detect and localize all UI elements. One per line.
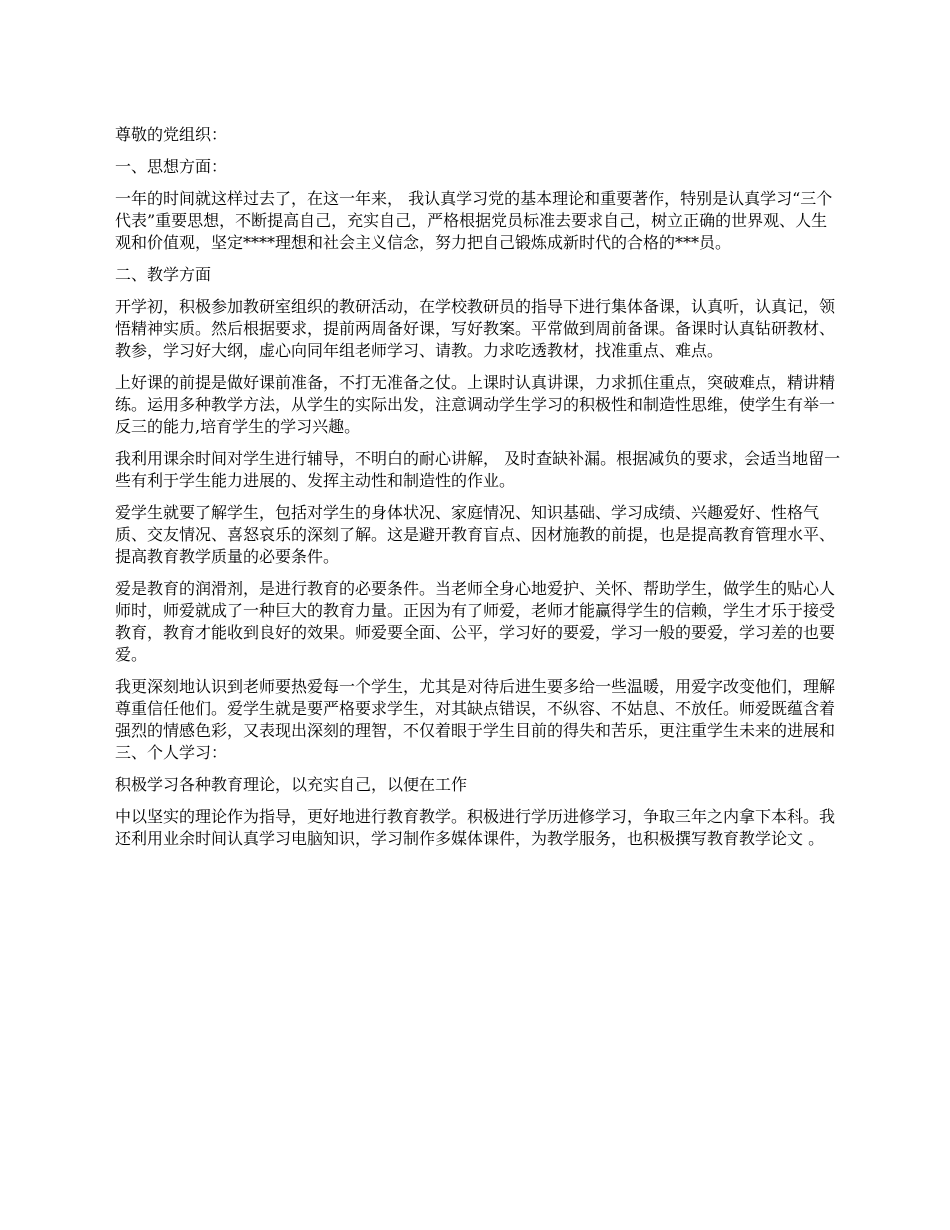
paragraph-teaching-understanding: 爱学生就要了解学生，包括对学生的身体状况、家庭情况、知识基础、学习成绩、兴趣爱好、性格气质、交友情况、喜怒哀乐的深刻了解。这是避开教育盲点、因材施教的前提，也是提高教育管理水平、提高教育教学质量的必要条件。 xyxy=(115,503,836,566)
paragraph-study-intro: 积极学习各种教育理论，以充实自己，以便在工作 xyxy=(115,775,468,794)
paragraph-teaching-love: 爱是教育的润滑剂，是进行教育的必要条件。当老师全身心地爱护、关怀、帮助学生，做学生的贴心人师时，师爱就成了一种巨大的教育力量。正因为有了师爱，老师才能赢得学生的信赖，学生才乐于接受教育，教育才能收到良好的效果。师爱要全面、公平，学习好的要爱，学习一般的要爱，学习差的也要爱。 xyxy=(115,579,836,664)
paragraph-thought: 一年的时间就这样过去了，在这一年来， 我认真学习党的基本理论和重要著作，特别是认真学习“三个代表”重要思想，不断提高自己，充实自己，严格根据党员标准去要求自己，树立正确的世界观、人生观和价值观，坚定****理想和社会主义信念，努力把自己锻炼成新时代的合格的***员。 xyxy=(115,189,833,252)
paragraph-teaching-prep: 开学初，积极参加教研室组织的教研活动，在学校教研员的指导下进行集体备课，认真听，认真记，领悟精神实质。然后根据要求，提前两周备好课，写好教案。平常做到周前备课。备课时认真钻研教材、教参，学习好大纲，虚心向同年组老师学习、请教。力求吃透教材，找准重点、难点。 xyxy=(115,297,836,360)
paragraph-study-detail: 中以坚实的理论作为指导，更好地进行教育教学。积极进行学历进修学习，争取三年之内拿下本科。我还利用业余时间认真学习电脑知识，学习制作多媒体课件，为教学服务，也积极撰写教育教学论文 。 xyxy=(115,807,836,848)
section-heading-thought: 一、思想方面： xyxy=(115,157,228,176)
section-heading-teaching: 二、教学方面 xyxy=(115,265,212,284)
paragraph-teaching-every-student: 我更深刻地认识到老师要热爱每一个学生，尤其是对待后进生要多给一些温暖，用爱字改变他们，理解尊重信任他们。爱学生就是要严格要求学生，对其缺点错误，不纵容、不姑息、不放任。师爱既蕴含着强烈的情感色彩，又表现出深刻的理智，不仅着眼于学生目前的得失和苦乐，更注重学生未来的进展和三、个人学习： xyxy=(115,677,836,762)
document-body xyxy=(115,124,843,860)
paragraph-teaching-class: 上好课的前提是做好课前准备，不打无准备之仗。上课时认真讲课，力求抓住重点，突破难点，精讲精练。运用多种教学方法，从学生的实际出发，注意调动学生学习的积极性和制造性思维，使学生有举一反三的能力,培育学生的学习兴趣。 xyxy=(115,373,836,436)
salutation: 尊敬的党组织： xyxy=(115,125,228,144)
paragraph-teaching-tutoring: 我利用课余时间对学生进行辅导，不明白的耐心讲解， 及时查缺补漏。根据减负的要求，会适当地留一些有利于学生能力进展的、发挥主动性和制造性的作业。 xyxy=(115,449,841,490)
